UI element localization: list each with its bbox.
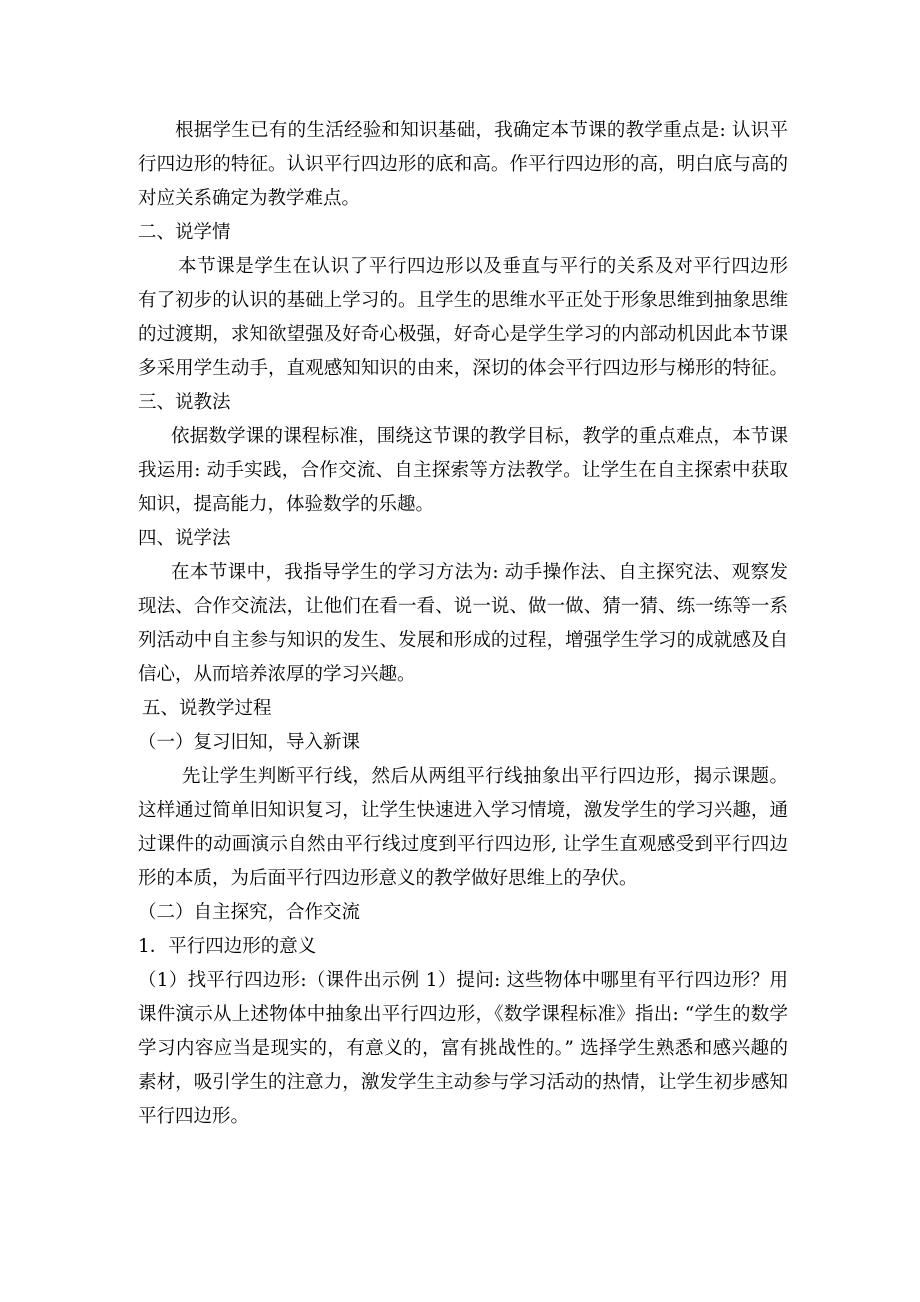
paragraph-line: 课件演示从上述物体中抽象出平行四边形，《数学课程标准》指出: “学生的数学 (138, 1004, 788, 1025)
subsection-heading-explore: （二）自主探究，合作交流 (138, 902, 361, 923)
document-body (138, 114, 788, 1134)
paragraph-line: 行四边形的特征。认识平行四边形的底和高。作平行四边形的高，明白底与高的 (138, 154, 788, 175)
paragraph-line: 有了初步的认识的基础上学习的。且学生的思维水平正处于形象思维到抽象思维 (138, 290, 788, 311)
paragraph-line: 素材，吸引学生的注意力，激发学生主动参与学习活动的热情，让学生初步感知 (138, 1072, 788, 1093)
paragraph-line: 列活动中自主参与知识的发生、发展和形成的过程，增强学生学习的成就感及自 (138, 630, 788, 651)
paragraph-line: 依据数学课的课程标准，围绕这节课的教学目标，教学的重点难点，本节课 (171, 426, 788, 447)
section-heading-jiaofa: 三、说教法 (138, 392, 231, 413)
paragraph-line: 的过渡期，求知欲望强及好奇心极强，好奇心是学生学习的内部动机因此本节课 (138, 324, 788, 345)
subsection-heading-review: （一）复习旧知，导入新课 (138, 732, 361, 753)
section-heading-guocheng: 五、说教学过程 (142, 698, 272, 719)
paragraph-line: 现法、合作交流法，让他们在看一看、说一说、做一做、猜一猜、练一练等一系 (138, 596, 788, 617)
item-heading-meaning: 1．平行四边形的意义 (138, 936, 317, 957)
paragraph-line: 知识，提高能力，体验数学的乐趣。 (138, 494, 435, 515)
paragraph-line: 先让学生判断平行线，然后从两组平行线抽象出平行四边形，揭示课题。 (182, 766, 788, 787)
paragraph-line: 信心，从而培养浓厚的学习兴趣。 (138, 664, 416, 685)
paragraph-line: 多采用学生动手，直观感知知识的由来，深切的体会平行四边形与梯形的特征。 (138, 358, 788, 379)
paragraph-line: （1）找平行四边形:（课件出示例 1）提问: 这些物体中哪里有平行四边形？用 (138, 970, 788, 991)
paragraph-line: 根据学生已有的生活经验和知识基础，我确定本节课的教学重点是: 认识平 (175, 120, 788, 141)
paragraph-line: 在本节课中，我指导学生的学习方法为: 动手操作法、自主探究法、观察发 (171, 562, 788, 583)
paragraph-line: 对应关系确定为教学难点。 (138, 188, 361, 209)
paragraph-line: 本节课是学生在认识了平行四边形以及垂直与平行的关系及对平行四边形 (178, 256, 788, 277)
paragraph-line: 过课件的动画演示自然由平行线过度到平行四边形, 让学生直观感受到平行四边 (138, 834, 788, 855)
paragraph-line: 这样通过简单旧知识复习，让学生快速进入学习情境，激发学生的学习兴趣，通 (138, 800, 788, 821)
section-heading-xueqing: 二、说学情 (138, 222, 231, 243)
section-heading-xuefa: 四、说学法 (138, 528, 231, 549)
paragraph-line: 学习内容应当是现实的，有意义的，富有挑战性的。” 选择学生熟悉和感兴趣的 (138, 1038, 788, 1059)
paragraph-line: 我运用: 动手实践，合作交流、自主探索等方法教学。让学生在自主探索中获取 (138, 460, 788, 481)
paragraph-line: 平行四边形。 (138, 1106, 250, 1127)
paragraph-line: 形的本质，为后面平行四边形意义的教学做好思维上的孕伏。 (138, 868, 638, 889)
